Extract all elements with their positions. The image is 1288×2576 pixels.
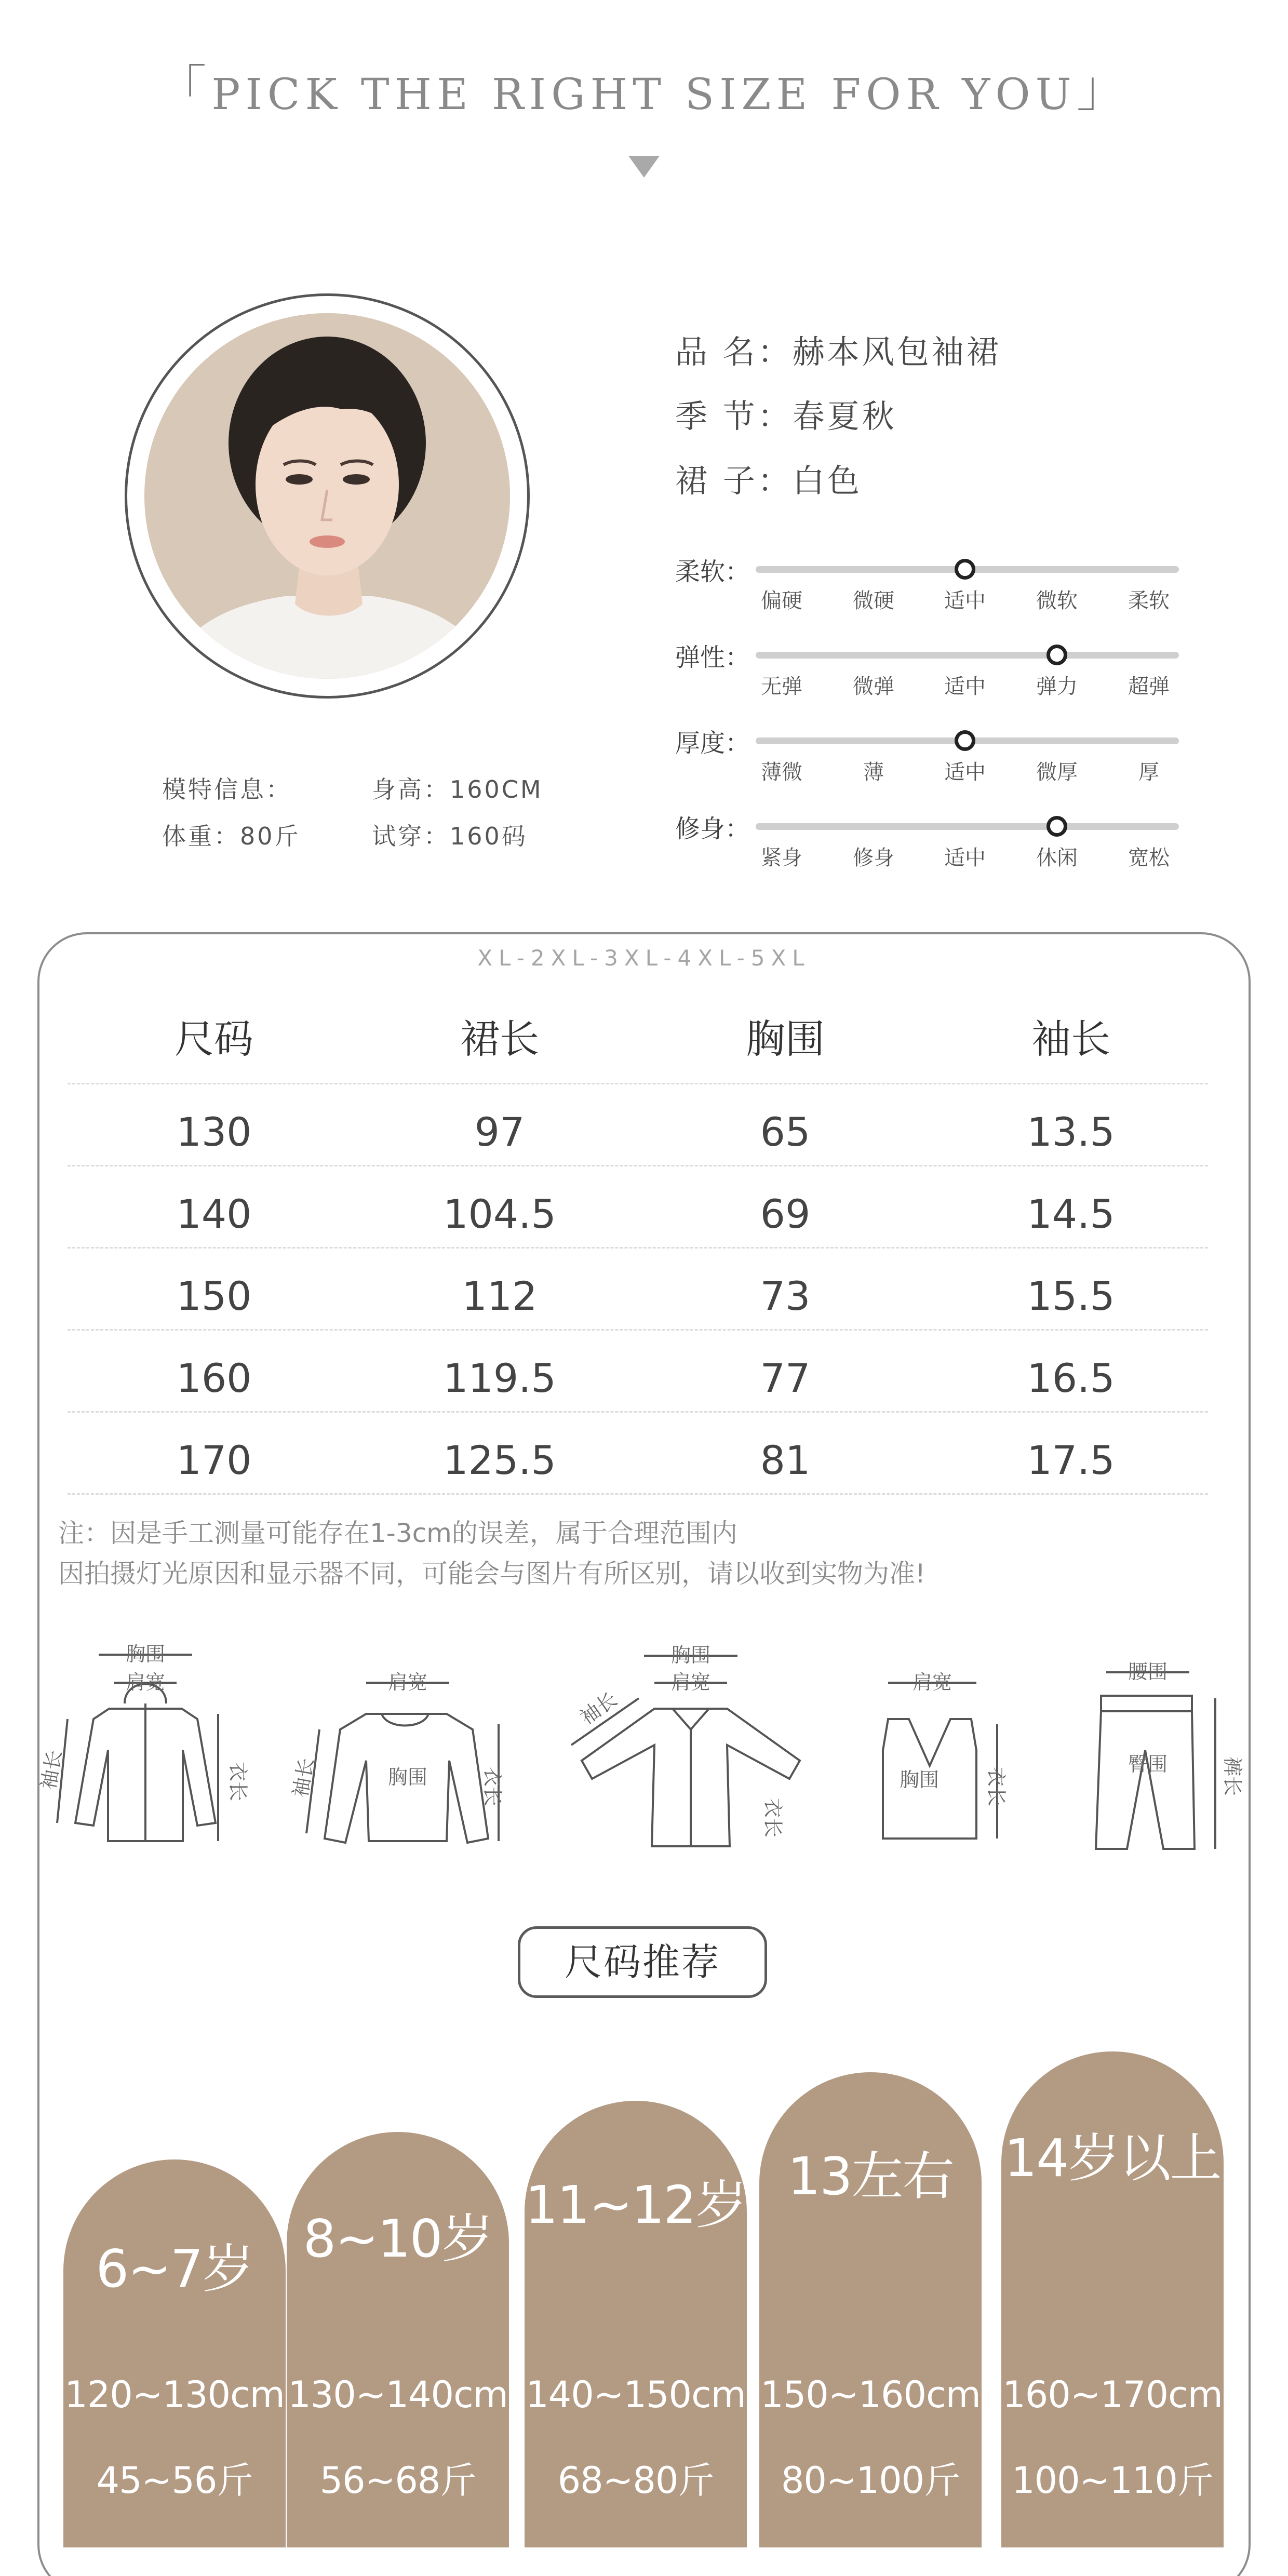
age-range: 11~12岁 (525, 2175, 747, 2235)
scale-tick: 适中 (944, 589, 986, 613)
page-header-title (0, 49, 1288, 120)
scale-label: 修身： (675, 814, 750, 843)
label-pants-length: 裤长 (1221, 1756, 1244, 1796)
scale-tick: 厚 (1138, 760, 1159, 784)
product-season: 季 节：春夏秋 (675, 397, 897, 435)
label-chest: 胸围 (899, 1768, 940, 1791)
size-recommend-card (63, 2159, 286, 2547)
age-range: 8~10岁 (303, 2208, 493, 2269)
label-chest: 胸围 (125, 1643, 166, 1666)
label-shoulder: 肩宽 (912, 1671, 952, 1694)
table-cell: 14.5 (1027, 1191, 1115, 1237)
model-tried-size: 试穿：160码 (372, 822, 528, 850)
pants-diagram (1065, 1646, 1244, 1867)
table-cell: 119.5 (443, 1355, 556, 1401)
label-length: 衣长 (481, 1766, 504, 1807)
label-chest: 胸围 (387, 1766, 428, 1789)
scale-tick: 柔软 (1128, 589, 1170, 613)
scale-tick: 偏硬 (761, 589, 802, 613)
table-cell: 16.5 (1027, 1355, 1115, 1401)
scale-tick: 紧身 (761, 846, 802, 870)
scale-knob (955, 559, 975, 580)
label-length: 衣长 (985, 1766, 1008, 1807)
scale-tick: 超弹 (1128, 675, 1170, 699)
label-sleeve: 袖长 (36, 1748, 66, 1791)
vest-diagram (852, 1646, 1018, 1867)
scale-tick: 弹力 (1036, 675, 1078, 699)
model-height: 身高：160CM (372, 775, 543, 803)
age-range: 13左右 (787, 2146, 954, 2207)
weight-range: 68~80斤 (557, 2459, 714, 2502)
scale-track (756, 823, 1179, 830)
scale-label: 厚度： (675, 729, 750, 758)
scale-tick: 宽松 (1128, 846, 1170, 870)
size-recommend-card (1001, 2051, 1224, 2547)
label-shoulder: 肩宽 (387, 1671, 428, 1694)
height-range: 150~160cm (760, 2373, 981, 2416)
table-divider (68, 1165, 1208, 1166)
scale-tick: 薄微 (761, 760, 802, 784)
scale-tick: 薄 (863, 760, 884, 784)
scale-tick: 微厚 (1036, 760, 1078, 784)
scale-label: 弹性： (675, 643, 750, 672)
weight-range: 80~100斤 (781, 2459, 960, 2502)
scale-tick: 适中 (944, 846, 986, 870)
model-info-label: 模特信息： (162, 775, 292, 803)
table-cell: 73 (760, 1273, 811, 1319)
hooded-jacket-diagram (36, 1643, 249, 1867)
table-header-cell: 裙长 (460, 1016, 539, 1062)
table-cell: 97 (474, 1109, 525, 1155)
size-recommend-button[interactable]: 尺码推荐 (518, 1926, 767, 1998)
table-cell: 13.5 (1027, 1109, 1115, 1155)
table-cell: 17.5 (1027, 1437, 1115, 1483)
table-cell: 65 (760, 1109, 811, 1155)
close-bracket: 」 (1076, 60, 1132, 118)
size-recommend-card (525, 2101, 747, 2547)
age-range: 6~7岁 (96, 2238, 253, 2299)
product-name: 品 名：赫本风包袖裙 (675, 333, 1001, 371)
table-divider (68, 1083, 1208, 1084)
table-header-cell: 胸围 (746, 1016, 825, 1062)
table-cell: 160 (176, 1355, 252, 1401)
height-range: 120~130cm (64, 2373, 285, 2416)
label-chest: 胸围 (670, 1644, 711, 1667)
table-cell: 77 (760, 1355, 811, 1401)
weight-range: 100~110斤 (1012, 2459, 1213, 2502)
label-hip: 臀围 (1128, 1753, 1168, 1776)
label-waist: 腰围 (1128, 1660, 1168, 1683)
model-portrait (144, 313, 510, 679)
table-header-cell: 尺码 (175, 1016, 253, 1062)
size-recommend-card (287, 2132, 509, 2547)
open-bracket: 「 (156, 60, 212, 118)
scale-tick: 微软 (1036, 589, 1078, 613)
table-cell: 130 (176, 1109, 252, 1155)
scale-tick: 适中 (944, 675, 986, 699)
scale-tick: 微弹 (853, 675, 894, 699)
table-cell: 112 (462, 1273, 538, 1319)
measure-note: 注：因是手工测量可能存在1-3cm的误差，属于合理范围内 (58, 1518, 737, 1548)
down-arrow-icon (628, 156, 660, 178)
label-sleeve: 袖长 (575, 1687, 622, 1729)
table-divider (68, 1411, 1208, 1413)
table-cell: 150 (176, 1273, 252, 1319)
product-skirt-color: 裙 子：白色 (675, 462, 862, 500)
scale-knob (1046, 816, 1067, 837)
scale-tick: 适中 (944, 760, 986, 784)
table-divider (68, 1247, 1208, 1249)
model-weight: 体重：80斤 (162, 822, 301, 850)
label-length: 衣长 (761, 1797, 784, 1838)
size-recommend-card (759, 2072, 982, 2547)
scale-track (756, 652, 1179, 659)
height-range: 130~140cm (288, 2373, 508, 2416)
scale-knob (1046, 645, 1067, 665)
table-divider (68, 1493, 1208, 1495)
label-shoulder: 肩宽 (670, 1671, 711, 1694)
table-cell: 69 (760, 1191, 811, 1237)
age-range: 14岁以上 (1004, 2128, 1221, 2189)
scale-tick: 微硬 (853, 589, 894, 613)
table-divider (68, 1329, 1208, 1331)
weight-range: 56~68斤 (319, 2459, 476, 2502)
shirt-diagram (566, 1646, 815, 1867)
table-header-cell: 袖长 (1031, 1016, 1110, 1062)
scale-tick: 无弹 (761, 675, 802, 699)
label-sleeve: 袖长 (288, 1756, 318, 1799)
table-cell: 15.5 (1027, 1273, 1115, 1319)
scale-tick: 休闲 (1036, 846, 1078, 870)
sweater-diagram (288, 1646, 517, 1867)
size-range-subtitle: XL-2XL-3XL-4XL-5XL (477, 945, 811, 971)
table-cell: 140 (176, 1191, 252, 1237)
table-cell: 81 (760, 1437, 811, 1483)
height-range: 160~170cm (1002, 2373, 1223, 2416)
label-length: 衣长 (226, 1761, 249, 1802)
table-cell: 170 (176, 1437, 252, 1483)
table-cell: 125.5 (443, 1437, 556, 1483)
table-cell: 104.5 (443, 1191, 556, 1237)
scale-tick: 修身 (853, 846, 894, 870)
model-photo-illustration (144, 313, 510, 679)
display-note: 因拍摄灯光原因和显示器不同，可能会与图片有所区别，请以收到实物为准! (58, 1559, 926, 1589)
height-range: 140~150cm (526, 2373, 746, 2416)
scale-label: 柔软： (675, 557, 750, 586)
weight-range: 45~56斤 (96, 2459, 253, 2502)
scale-knob (955, 730, 975, 751)
header-text: PICK THE RIGHT SIZE FOR YOU (211, 70, 1077, 119)
label-shoulder: 肩宽 (125, 1671, 166, 1694)
